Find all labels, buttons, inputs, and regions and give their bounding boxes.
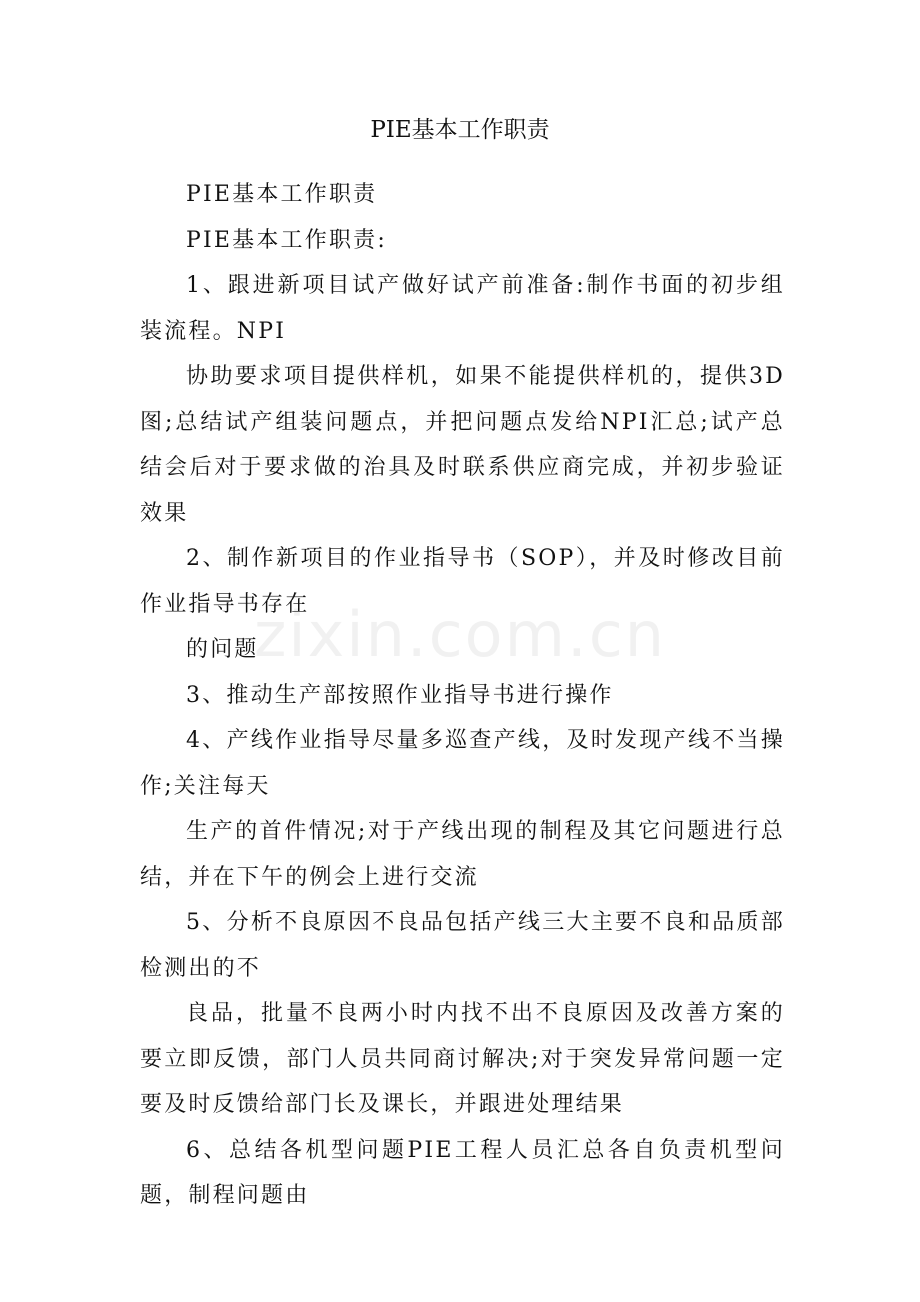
paragraph-8: 4、产线作业指导尽量多巡查产线，及时发现产线不当操作;关注每天 [140,728,785,799]
paragraph-5: 2、制作新项目的作业指导书（SOP），并及时修改目前作业指导书存在 [140,546,785,617]
paragraph-11: 良品，批量不良两小时内找不出不良原因及改善方案的要立即反馈，部门人员共同商讨解决;对于突发异常问题一定要及时反馈给部门长及课长，并跟进处理结果 [140,1001,785,1117]
watermark: zixin.com.cn [253,598,667,671]
paragraph-7: 3、推动生产部按照作业指导书进行操作 [186,682,614,708]
paragraph-3: 1、跟进新项目试产做好试产前准备:制作书面的初步组装流程。NPI [140,273,785,344]
paragraph-12: 6、总结各机型问题PIE工程人员汇总各自负责机型问题，制程问题由 [140,1137,785,1208]
document-body [140,172,785,1219]
paragraph-2: PIE基本工作职责: [186,227,387,253]
paragraph-1: PIE基本工作职责 [186,182,378,207]
paragraph-6: 的问题 [186,637,259,662]
paragraph-9: 生产的首件情况;对于产线出现的制程及其它问题进行总结，并在下午的例会上进行交流 [140,819,785,890]
paragraph-10: 5、分析不良原因不良品包括产线三大主要不良和品质部检测出的不 [140,910,785,981]
paragraph-4: 协助要求项目提供样机，如果不能提供样机的，提供3D图;总结试产组装问题点，并把问题点发给NPI汇总;试产总结会后对于要求做的治具及时联系供应商完成，并初步验证效果 [140,364,785,526]
document-title: PIE基本工作职责 [370,117,550,143]
